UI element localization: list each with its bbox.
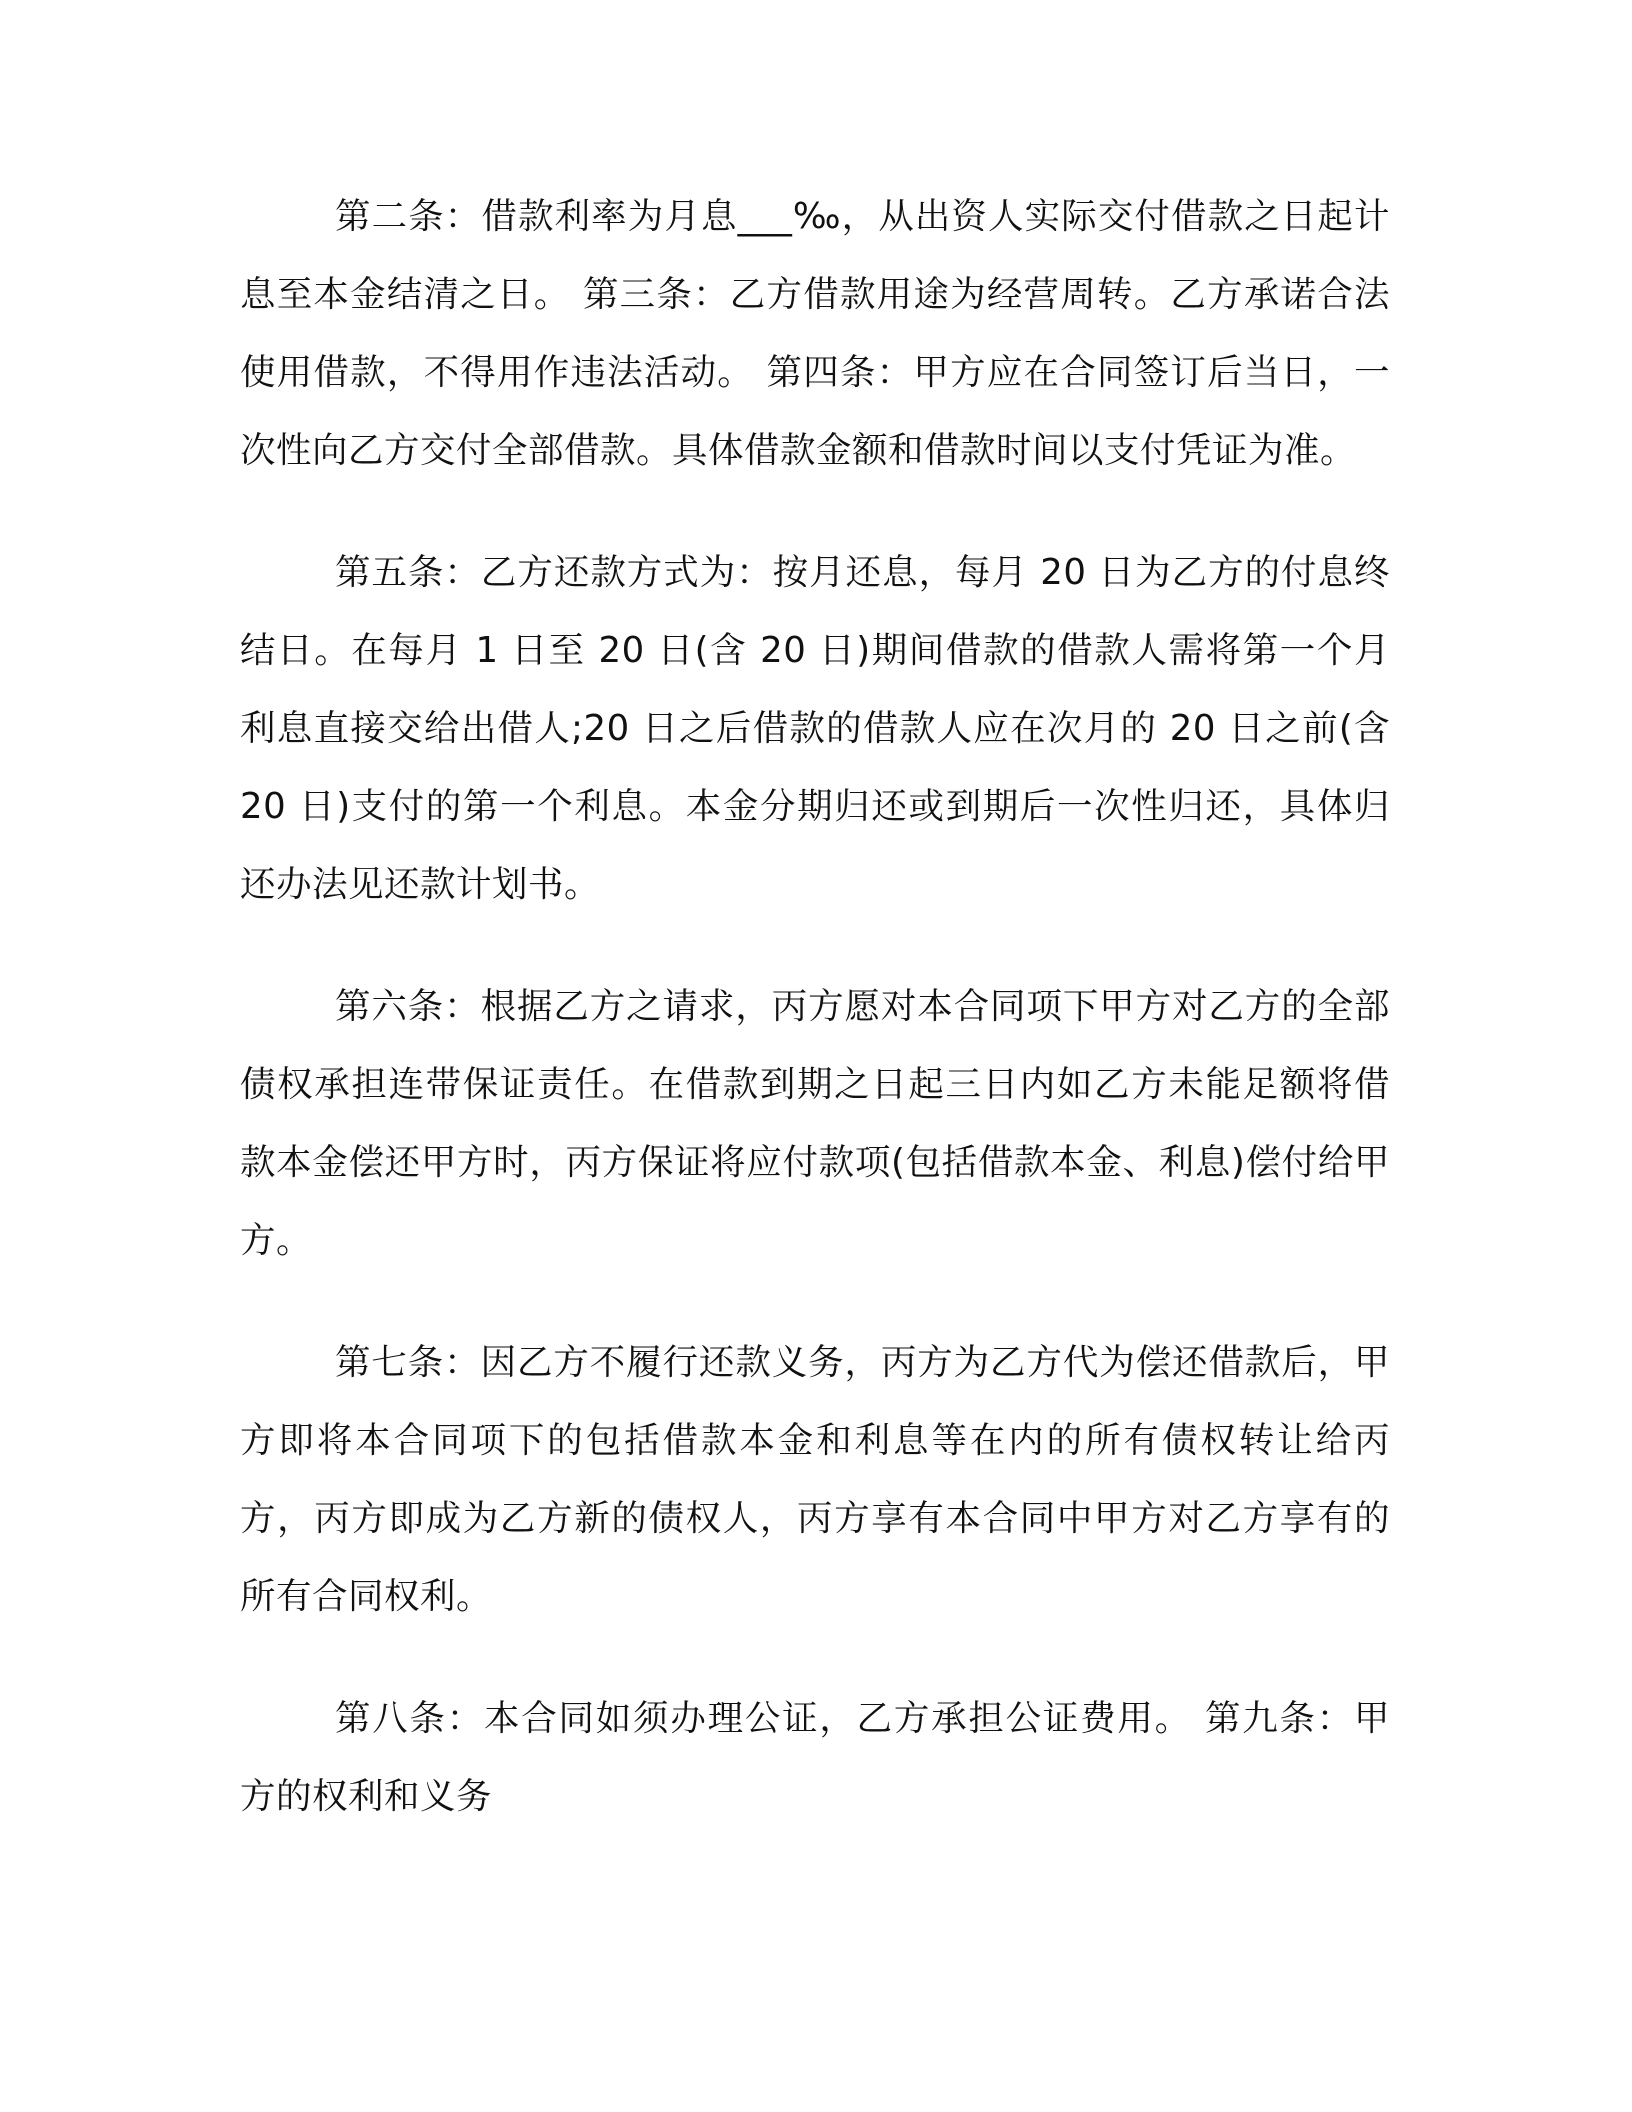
paragraph-clause-2-4: 第二条：借款利率为月息___‰，从出资人实际交付借款之日起计息至本金结清之日。 第三条：乙方借款用途为经营周转。乙方承诺合法使用借款，不得用作违法活动。 第四条：甲方应在合同签订后当日，一次性向乙方交付全部借款。具体借款金额和借款时间以支付凭证为准。 — [240, 196, 1390, 471]
paragraph-clause-5: 第五条：乙方还款方式为：按月还息，每月 20 日为乙方的付息终结日。在每月 1 日至 20 日(含 20 日)期间借款的借款人需将第一个月利息直接交给出借人;20 日之后借款的借款人应在次月的 20 日之前(含 20 日)支付的第一个利息。本金分期归还或到期后一次性归还，具体归还办法见还款计划书。 — [240, 552, 1390, 905]
paragraph-clause-6: 第六条：根据乙方之请求，丙方愿对本合同项下甲方对乙方的全部债权承担连带保证责任。在借款到期之日起三日内如乙方未能足额将借款本金偿还甲方时，丙方保证将应付款项(包括借款本金、利息)偿付给甲方。 — [240, 986, 1390, 1261]
document-body — [240, 178, 1390, 1880]
paragraph-clause-7: 第七条：因乙方不履行还款义务，丙方为乙方代为偿还借款后，甲方即将本合同项下的包括借款本金和利息等在内的所有债权转让给丙方，丙方即成为乙方新的债权人，丙方享有本合同中甲方对乙方享有的所有合同权利。 — [240, 1342, 1390, 1617]
paragraph-clause-8-9: 第八条：本合同如须办理公证，乙方承担公证费用。 第九条：甲方的权利和义务 — [240, 1698, 1390, 1817]
